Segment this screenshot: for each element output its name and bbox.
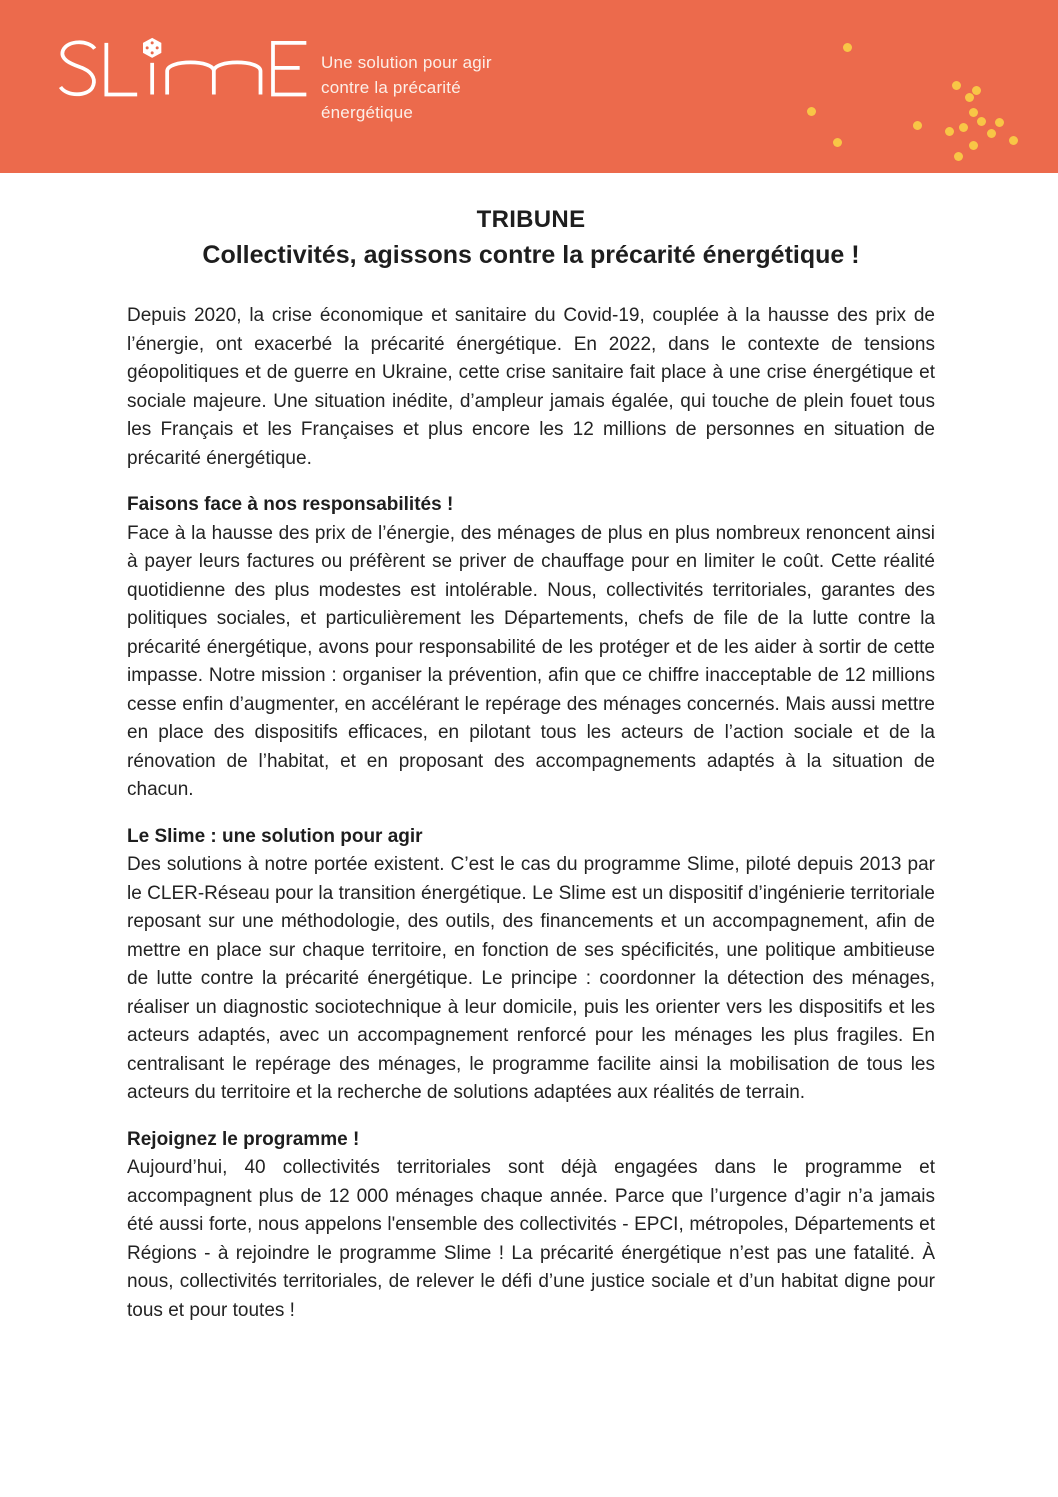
tagline-line: Une solution pour agir bbox=[321, 53, 492, 72]
decorative-dot bbox=[965, 93, 974, 102]
decorative-dot bbox=[843, 43, 852, 52]
header-tagline bbox=[321, 50, 492, 125]
section-responsabilites bbox=[127, 491, 935, 805]
decorative-dot bbox=[807, 107, 816, 116]
tagline-line: énergétique bbox=[321, 103, 413, 122]
decorative-dot bbox=[969, 108, 978, 117]
title-line-2: Collectivités, agissons contre la précarité énergétique ! bbox=[202, 241, 860, 269]
section-heading: Rejoignez le programme ! bbox=[127, 1128, 360, 1150]
decorative-dot bbox=[959, 123, 968, 132]
decorative-dot bbox=[987, 129, 996, 138]
decorative-dot bbox=[969, 141, 978, 150]
decorative-dot bbox=[972, 86, 981, 95]
decorative-dot bbox=[977, 117, 986, 126]
section-paragraph: Face à la hausse des prix de l’énergie, des ménages de plus en plus nombreux renoncent ainsi à payer leurs factures ou préfèrent se priver de chauffage pour en limiter le coût. Cette réalité quotidienne des plus modestes est intolérable. Nous, collectivités territoriales, garantes des politiques sociales, et particulièrement les Départements, chefs de file de la lutte contre la précarité énergétique, avons pour responsabilité de les protéger et de les aider à sortir de cette impasse. Notre mission : organiser la prévention, afin que ce chiffre inacceptable de 12 millions cesse enfin d’augmenter, en accélérant le repérage des ménages concernés. Mais aussi mettre en place des dispositifs efficaces, en pilotant tous les acteurs de l’action sociale et de la rénovation de l’habitat, et en proposant des accompagnements adaptés à la situation de chacun. bbox=[127, 522, 935, 800]
slime-logo bbox=[58, 36, 308, 103]
section-rejoignez bbox=[127, 1126, 935, 1326]
section-paragraph: Des solutions à notre portée existent. C’est le cas du programme Slime, piloté depuis 2013 par le CLER-Réseau pour la transition énergétique. Le Slime est un dispositif d’ingénierie territoriale reposant sur une méthodologie, des outils, des financements et un accompagnement, afin de mettre en place sur chaque territoire, en fonction de ses spécificités, une politique ambitieuse de lutte contre la précarité énergétique. Le principe : coordonner la détection des ménages, réaliser un diagnostic sociotechnique à leur domicile, puis les orienter vers les dispositifs et les acteurs adaptés, avec un accompagnement renforcé pour les ménages les plus fragiles. En centralisant le repérage des ménages, le programme facilite ainsi la mobilisation de tous les acteurs du territoire et la recherche de solutions adaptées aux réalités de terrain. bbox=[127, 854, 935, 1103]
decorative-dot bbox=[954, 152, 963, 161]
decorative-dot bbox=[833, 138, 842, 147]
document-title bbox=[127, 205, 935, 272]
document-content bbox=[0, 173, 1058, 1325]
decorative-dot bbox=[945, 127, 954, 136]
logo-letter-e bbox=[273, 43, 306, 95]
decorative-dot bbox=[952, 81, 961, 90]
intro-section bbox=[127, 302, 935, 473]
header-banner bbox=[0, 0, 1058, 173]
logo-letter-l bbox=[106, 43, 137, 95]
section-le-slime bbox=[127, 823, 935, 1108]
logo-letter-s bbox=[61, 42, 95, 94]
logo-text bbox=[0, 0, 1, 1]
decorative-dot bbox=[1009, 136, 1018, 145]
tagline-line: contre la précarité bbox=[321, 78, 461, 97]
decorative-dot bbox=[913, 121, 922, 130]
decorative-dot bbox=[995, 118, 1004, 127]
section-heading: Le Slime : une solution pour agir bbox=[127, 825, 423, 847]
intro-paragraph: Depuis 2020, la crise économique et sanitaire du Covid-19, couplée à la hausse des prix de l’énergie, ont exacerbé la précarité énergétique. En 2022, dans le contexte de tensions géopolitiques et de guerre en Ukraine, cette crise sanitaire fait place à une crise énergétique et sociale majeure. Une situation inédite, d’ampleur jamais égalée, qui touche de plein fouet tous les Français et les Françaises et plus encore les 12 millions de personnes en situation de précarité énergétique. bbox=[127, 305, 935, 469]
dice-icon bbox=[143, 38, 161, 58]
section-paragraph: Aujourd’hui, 40 collectivités territoriales sont déjà engagées dans le programme et accompagnent plus de 12 000 ménages chaque année. Parce que l’urgence d’agir n’a jamais été aussi forte, nous appelons l'ensemble des collectivités - EPCI, métropoles, Départements et Régions - à rejoindre le programme Slime ! La précarité énergétique n’est pas une fatalité. À nous, collectivités territoriales, de relever le défi d’une justice sociale et d’un habitat digne pour tous et pour toutes ! bbox=[127, 1157, 935, 1321]
section-heading: Faisons face à nos responsabilités ! bbox=[127, 494, 454, 515]
title-line-1: TRIBUNE bbox=[476, 206, 586, 233]
logo-letter-m bbox=[167, 62, 260, 94]
